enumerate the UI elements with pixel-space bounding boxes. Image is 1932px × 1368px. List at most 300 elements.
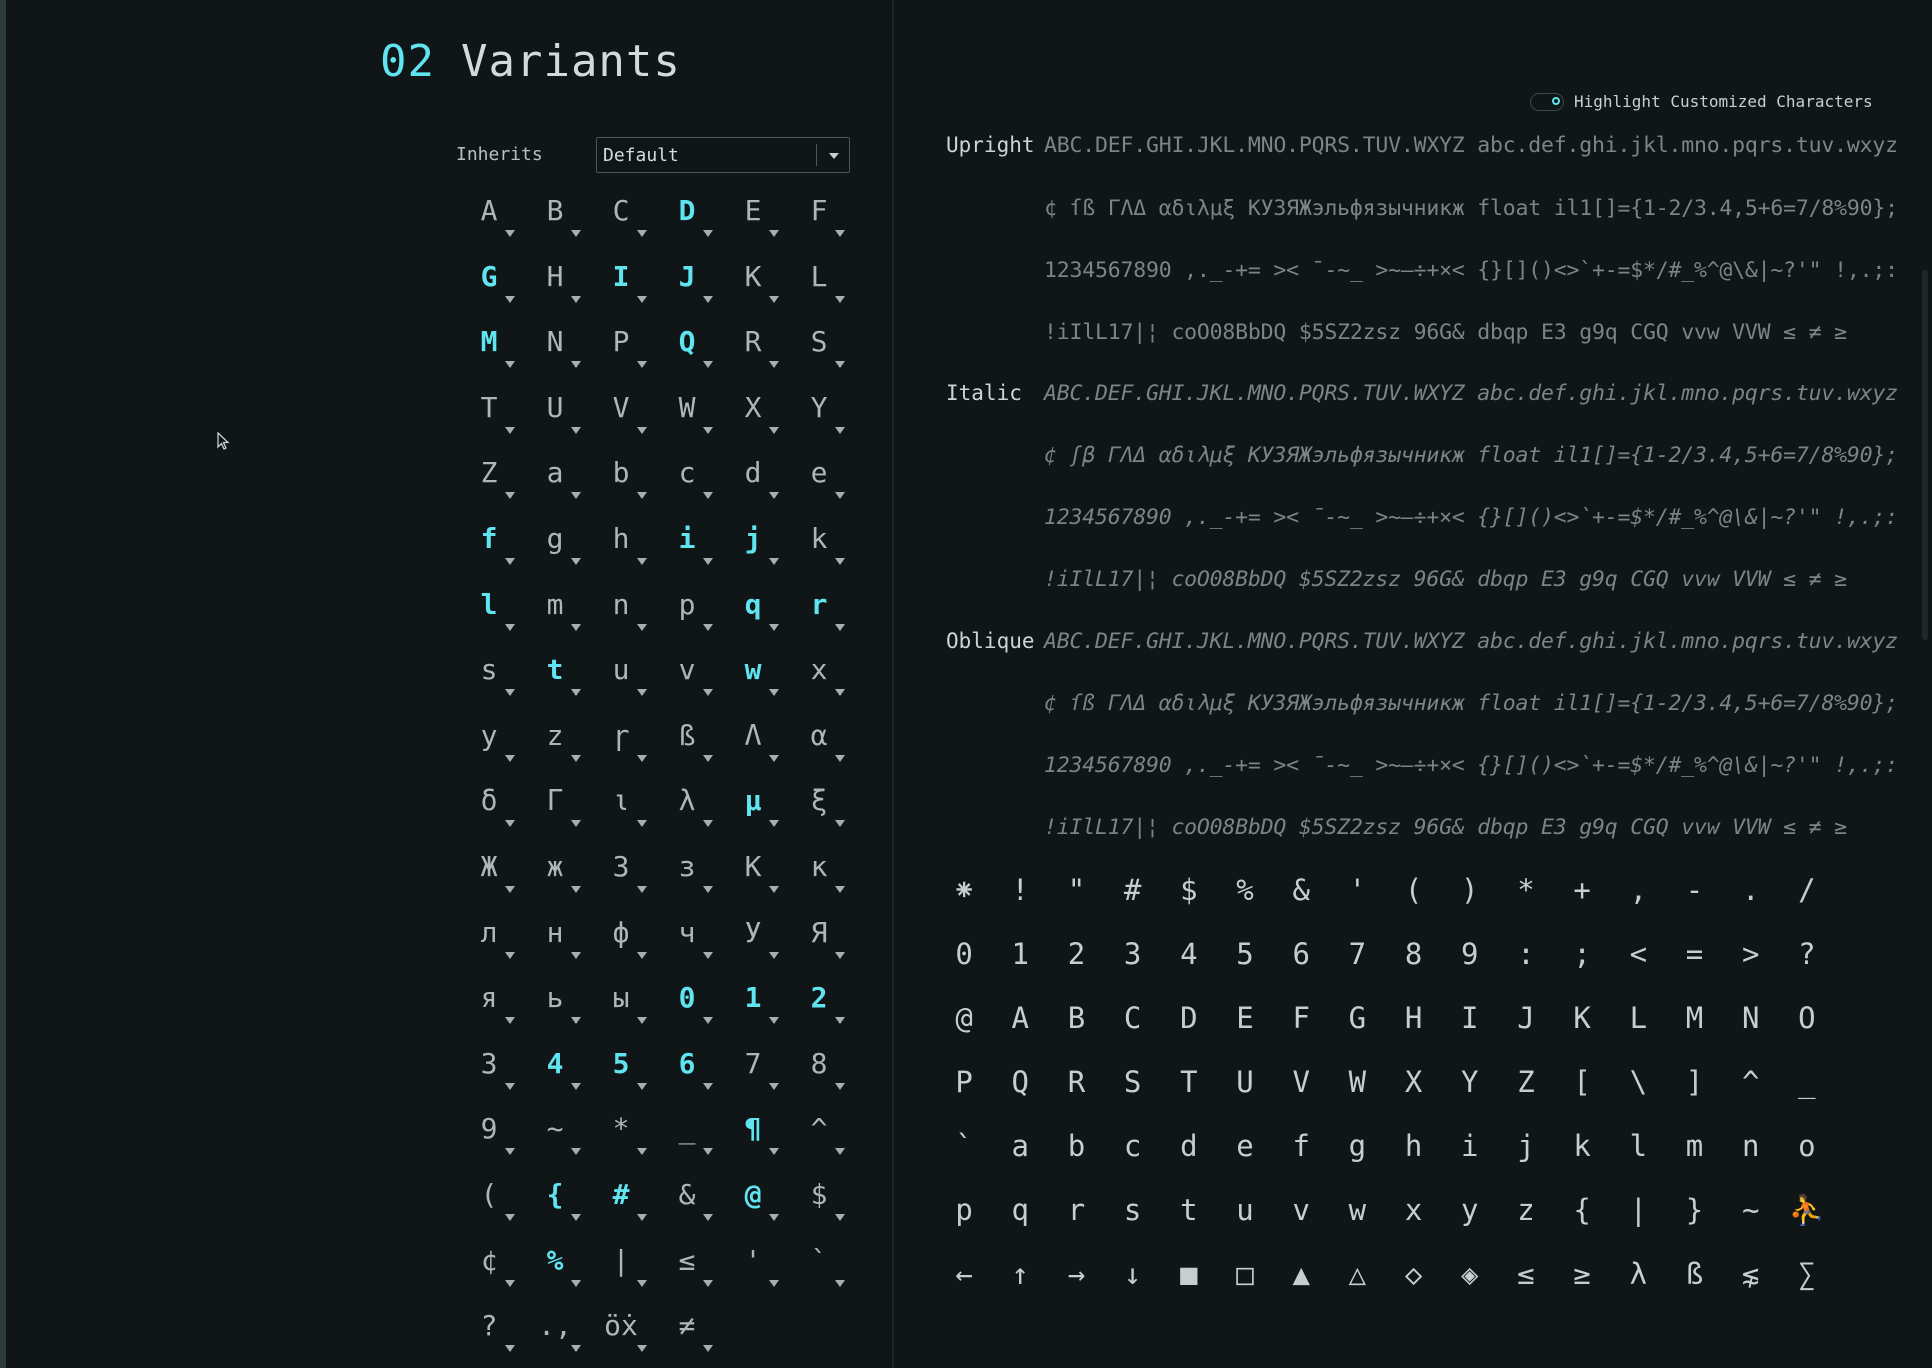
variant-dropdown-icon[interactable] (505, 1148, 515, 1155)
variant-glyph-button[interactable] (786, 842, 852, 908)
variant-dropdown-icon[interactable] (637, 755, 647, 762)
variant-glyph-button[interactable] (456, 908, 522, 974)
variant-glyph-button[interactable] (786, 317, 852, 383)
variant-dropdown-icon[interactable] (769, 689, 779, 696)
character-cell: K (1573, 1001, 1591, 1035)
variant-dropdown-icon[interactable] (769, 558, 779, 565)
variant-glyph-button[interactable] (654, 252, 720, 318)
variant-dropdown-icon[interactable] (769, 820, 779, 827)
character-cell: λ (1629, 1257, 1648, 1291)
variant-glyph-button[interactable] (522, 711, 588, 777)
variant-glyph-button[interactable] (720, 645, 786, 711)
variant-dropdown-icon[interactable] (637, 1017, 647, 1024)
highlight-toggle-row[interactable] (1530, 92, 1873, 111)
inherits-select[interactable] (596, 137, 850, 173)
variant-dropdown-icon[interactable] (637, 558, 647, 565)
variant-dropdown-icon[interactable] (703, 1083, 713, 1090)
variant-glyph: x (810, 653, 828, 687)
variant-dropdown-icon[interactable] (505, 624, 515, 631)
variant-glyph-button[interactable] (588, 448, 654, 514)
variant-dropdown-icon[interactable] (769, 1280, 779, 1287)
variant-glyph-button[interactable] (588, 1236, 654, 1302)
character-cell: a (1011, 1129, 1030, 1163)
variant-dropdown-icon[interactable] (835, 886, 845, 893)
highlight-toggle[interactable] (1530, 93, 1564, 111)
variant-glyph-button[interactable] (654, 1301, 720, 1367)
variant-glyph: я (480, 981, 498, 1015)
variant-dropdown-icon[interactable] (505, 1017, 515, 1024)
character-cell: c (1123, 1129, 1142, 1163)
variant-glyph: к (810, 849, 828, 883)
variant-glyph-button[interactable] (654, 1170, 720, 1236)
variant-dropdown-icon[interactable] (835, 1017, 845, 1024)
variant-glyph-button[interactable] (588, 776, 654, 842)
variant-dropdown-icon[interactable] (637, 624, 647, 631)
variant-dropdown-icon[interactable] (703, 230, 713, 237)
variant-dropdown-icon[interactable] (505, 296, 515, 303)
character-cell: d (1180, 1129, 1198, 1163)
variant-dropdown-icon[interactable] (835, 1280, 845, 1287)
sample-line: 1234567890 ,._-+= >< ¯-~_ >~–÷+×< {}[]()<>`+-=$*/#_%^@\&|~?'" !,.;: (1044, 753, 1898, 778)
variant-glyph-button[interactable] (654, 776, 720, 842)
variant-dropdown-icon[interactable] (637, 361, 647, 368)
variant-dropdown-icon[interactable] (769, 1083, 779, 1090)
variant-dropdown-icon[interactable] (505, 492, 515, 499)
variant-glyph-button[interactable] (522, 383, 588, 449)
variant-dropdown-icon[interactable] (835, 624, 845, 631)
character-cell: ] (1685, 1065, 1704, 1099)
variant-dropdown-icon[interactable] (835, 296, 845, 303)
variant-dropdown-icon[interactable] (505, 755, 515, 762)
variant-glyph-button[interactable] (720, 186, 786, 252)
variant-dropdown-icon[interactable] (835, 755, 845, 762)
variant-glyph-button[interactable] (522, 1039, 588, 1105)
toggle-knob (1552, 97, 1560, 105)
variant-dropdown-icon[interactable] (835, 952, 845, 959)
variant-glyph: F (810, 194, 828, 227)
variant-glyph: л (480, 915, 498, 949)
variant-dropdown-icon[interactable] (571, 230, 581, 237)
variant-glyph: λ (678, 784, 696, 818)
variant-glyph-button[interactable] (588, 317, 654, 383)
variant-glyph-button[interactable] (588, 1039, 654, 1105)
variant-glyph: Λ (744, 718, 762, 752)
variant-glyph-button[interactable] (720, 1104, 786, 1170)
character-cell: ▲ (1292, 1257, 1310, 1291)
variant-dropdown-icon[interactable] (505, 361, 515, 368)
sample-line: 1234567890 ,._-+= >< ¯-~_ >~–÷+×< {}[]()<>`+-=$*/#_%^@\&|~?'" !,.;: (1044, 258, 1898, 283)
variant-glyph: ф (612, 915, 630, 949)
variant-dropdown-icon[interactable] (769, 230, 779, 237)
variant-glyph-button[interactable] (588, 580, 654, 646)
variant-glyph-button[interactable] (456, 973, 522, 1039)
variant-glyph-button[interactable] (456, 776, 522, 842)
variant-glyph-button[interactable] (588, 711, 654, 777)
variant-glyph-button[interactable] (654, 186, 720, 252)
variant-glyph-button[interactable] (654, 317, 720, 383)
variant-dropdown-icon[interactable] (637, 1345, 647, 1352)
variant-glyph-button[interactable] (654, 908, 720, 974)
variant-glyph-button[interactable] (786, 711, 852, 777)
variant-glyph-button[interactable] (720, 1039, 786, 1105)
variant-dropdown-icon[interactable] (835, 689, 845, 696)
variant-dropdown-icon[interactable] (703, 886, 713, 893)
variant-glyph-button[interactable] (456, 383, 522, 449)
variant-dropdown-icon[interactable] (571, 689, 581, 696)
variant-glyph-button[interactable] (522, 252, 588, 318)
variant-glyph-button[interactable] (720, 514, 786, 580)
variant-glyph-button[interactable] (720, 973, 786, 1039)
variant-glyph: N (546, 325, 564, 359)
character-cell: w (1348, 1193, 1367, 1227)
variant-dropdown-icon[interactable] (835, 820, 845, 827)
variant-dropdown-icon[interactable] (703, 361, 713, 368)
variant-glyph-button[interactable] (456, 842, 522, 908)
character-cell: ~ (1741, 1193, 1760, 1227)
variant-glyph: ^ (810, 1112, 828, 1146)
variant-glyph-button[interactable] (588, 514, 654, 580)
character-cell: ◇ (1404, 1257, 1423, 1291)
character-cell: e (1236, 1129, 1254, 1163)
variant-glyph-button[interactable] (654, 711, 720, 777)
variant-dropdown-icon[interactable] (637, 492, 647, 499)
variant-glyph-button[interactable] (786, 580, 852, 646)
variant-glyph: g (546, 521, 564, 555)
variant-dropdown-icon[interactable] (571, 1214, 581, 1221)
variant-dropdown-icon[interactable] (571, 1345, 581, 1352)
character-cell: A (1011, 1001, 1030, 1035)
variant-glyph-button[interactable] (522, 776, 588, 842)
variant-glyph-button[interactable] (786, 1236, 852, 1302)
variant-glyph-button[interactable] (654, 973, 720, 1039)
character-cell: ` (955, 1129, 973, 1163)
variant-glyph-button[interactable] (588, 1104, 654, 1170)
variant-glyph-button[interactable] (456, 1104, 522, 1170)
sample-line: ¢ ʃβ ΓΛΔ αδιλμξ КУЗЯЖэльфязычникж float il1[]={1-2/3.4,5+6=7/8%90}; (1044, 443, 1898, 468)
variant-dropdown-icon[interactable] (637, 689, 647, 696)
variant-dropdown-icon[interactable] (571, 624, 581, 631)
character-cell: ← (955, 1257, 973, 1291)
variant-glyph-button[interactable] (588, 645, 654, 711)
variant-dropdown-icon[interactable] (571, 820, 581, 827)
variant-glyph-button[interactable] (720, 1170, 786, 1236)
variant-dropdown-icon[interactable] (637, 1148, 647, 1155)
variant-glyph-button[interactable] (786, 776, 852, 842)
character-cell: - (1685, 873, 1704, 907)
variant-dropdown-icon[interactable] (703, 1280, 713, 1287)
variant-dropdown-icon[interactable] (769, 1017, 779, 1024)
variant-dropdown-icon[interactable] (571, 361, 581, 368)
variant-glyph-button[interactable] (456, 1236, 522, 1302)
variant-glyph: d (744, 456, 762, 490)
variant-glyph-button[interactable] (522, 1170, 588, 1236)
character-cell: ) (1461, 873, 1479, 907)
variant-glyph: 6 (678, 1046, 696, 1080)
variant-glyph-button[interactable] (456, 645, 522, 711)
variant-glyph-button[interactable] (456, 1170, 522, 1236)
variant-glyph: Я (810, 915, 828, 949)
sample-label-oblique: Oblique (946, 629, 1035, 653)
character-cell: 8 (1404, 937, 1423, 971)
variant-glyph-button[interactable] (654, 645, 720, 711)
variant-glyph-button[interactable] (456, 1301, 522, 1367)
variant-dropdown-icon[interactable] (769, 755, 779, 762)
variant-glyph-button[interactable] (522, 514, 588, 580)
variant-glyph-button[interactable] (786, 252, 852, 318)
variant-glyph: 7 (744, 1046, 762, 1080)
variant-dropdown-icon[interactable] (571, 1148, 581, 1155)
character-cell: # (1123, 873, 1142, 907)
variant-dropdown-icon[interactable] (835, 558, 845, 565)
variant-dropdown-icon[interactable] (637, 296, 647, 303)
variant-dropdown-icon[interactable] (769, 361, 779, 368)
variant-glyph-button[interactable] (522, 448, 588, 514)
variant-glyph-button[interactable] (522, 186, 588, 252)
variant-glyph: Y (810, 390, 828, 424)
character-cell: x (1404, 1193, 1423, 1227)
variant-glyph: 2 (810, 981, 828, 1015)
variant-dropdown-icon[interactable] (505, 1083, 515, 1090)
variant-glyph-button[interactable] (720, 908, 786, 974)
variant-glyph-button[interactable] (522, 973, 588, 1039)
variant-dropdown-icon[interactable] (703, 427, 713, 434)
character-cell: I (1461, 1001, 1479, 1035)
variant-dropdown-icon[interactable] (637, 427, 647, 434)
character-cell: g (1348, 1129, 1367, 1163)
variant-glyph-button[interactable] (456, 317, 522, 383)
variant-dropdown-icon[interactable] (505, 1214, 515, 1221)
character-cell: o (1798, 1129, 1816, 1163)
variant-dropdown-icon[interactable] (769, 492, 779, 499)
variant-dropdown-icon[interactable] (703, 689, 713, 696)
variant-glyph-button[interactable] (720, 252, 786, 318)
variant-dropdown-icon[interactable] (769, 886, 779, 893)
variant-dropdown-icon[interactable] (637, 886, 647, 893)
variant-glyph-button[interactable] (786, 908, 852, 974)
variant-glyph: R (744, 325, 762, 359)
variant-dropdown-icon[interactable] (571, 492, 581, 499)
variant-glyph-button[interactable] (654, 1039, 720, 1105)
variant-dropdown-icon[interactable] (835, 427, 845, 434)
variant-glyph-button[interactable] (786, 186, 852, 252)
character-cell: ■ (1180, 1257, 1198, 1291)
variant-dropdown-icon[interactable] (835, 230, 845, 237)
variant-glyph: p (678, 587, 696, 621)
variant-dropdown-icon[interactable] (769, 1214, 779, 1221)
variant-glyph-button[interactable] (588, 1170, 654, 1236)
variant-glyph-button[interactable] (588, 252, 654, 318)
variant-dropdown-icon[interactable] (505, 1280, 515, 1287)
variant-glyph-button[interactable] (456, 711, 522, 777)
variant-glyph-button[interactable] (522, 1301, 588, 1367)
variant-dropdown-icon[interactable] (505, 886, 515, 893)
variant-glyph-button[interactable] (720, 1236, 786, 1302)
variant-glyph-button[interactable] (456, 580, 522, 646)
inherits-label: Inherits (456, 144, 543, 165)
variant-glyph-button[interactable] (456, 1039, 522, 1105)
variant-glyph-button[interactable] (654, 1236, 720, 1302)
variant-glyph-button[interactable] (720, 776, 786, 842)
scrollbar-thumb[interactable] (1922, 270, 1928, 640)
variant-dropdown-icon[interactable] (571, 1017, 581, 1024)
variant-dropdown-icon[interactable] (571, 427, 581, 434)
variant-glyph: B (546, 194, 564, 227)
variant-dropdown-icon[interactable] (703, 755, 713, 762)
variant-dropdown-icon[interactable] (637, 1083, 647, 1090)
variant-dropdown-icon[interactable] (505, 1345, 515, 1352)
variant-glyph-button[interactable] (522, 1104, 588, 1170)
character-cell: V (1292, 1065, 1310, 1099)
variant-glyph: A (480, 194, 498, 227)
variant-glyph-button[interactable] (588, 186, 654, 252)
sample-line: !iIlL17|¦ coO08BbDQ $5SZ2zsz 96G& dbqp E3 g9q CGQ vvw VVW ≤ ≠ ≥ (1044, 815, 1847, 840)
variant-dropdown-icon[interactable] (835, 1083, 845, 1090)
variant-glyph-button[interactable] (522, 1236, 588, 1302)
variant-dropdown-icon[interactable] (505, 427, 515, 434)
variant-glyph: Γ (546, 784, 564, 818)
character-cell: : (1517, 937, 1535, 971)
variant-dropdown-icon[interactable] (703, 296, 713, 303)
variant-glyph-button[interactable] (588, 973, 654, 1039)
inherits-select-value: Default (603, 145, 679, 166)
chevron-down-icon[interactable] (829, 153, 839, 159)
variant-dropdown-icon[interactable] (637, 1214, 647, 1221)
variant-dropdown-icon[interactable] (835, 492, 845, 499)
variant-dropdown-icon[interactable] (637, 230, 647, 237)
variant-glyph-button[interactable] (654, 580, 720, 646)
variant-glyph-button[interactable] (654, 383, 720, 449)
character-cell: i (1461, 1129, 1479, 1163)
variant-dropdown-icon[interactable] (835, 1148, 845, 1155)
variant-glyph-button[interactable] (588, 1301, 654, 1367)
variant-dropdown-icon[interactable] (505, 689, 515, 696)
variant-glyph-button[interactable] (720, 580, 786, 646)
variant-dropdown-icon[interactable] (571, 1083, 581, 1090)
variant-dropdown-icon[interactable] (571, 755, 581, 762)
variant-dropdown-icon[interactable] (571, 1280, 581, 1287)
variant-dropdown-icon[interactable] (769, 1148, 779, 1155)
character-cell: k (1573, 1129, 1591, 1163)
variant-glyph-button[interactable] (522, 908, 588, 974)
variant-glyph-button[interactable] (786, 645, 852, 711)
variant-glyph: y (480, 718, 498, 752)
variant-dropdown-icon[interactable] (571, 558, 581, 565)
variant-dropdown-icon[interactable] (571, 952, 581, 959)
variant-dropdown-icon[interactable] (571, 296, 581, 303)
character-cell: u (1236, 1193, 1254, 1227)
variant-glyph: q (744, 587, 762, 621)
variant-dropdown-icon[interactable] (703, 624, 713, 631)
variant-glyph: K (744, 259, 762, 293)
variant-glyph-button[interactable] (522, 645, 588, 711)
variant-glyph-button[interactable] (786, 973, 852, 1039)
variant-dropdown-icon[interactable] (703, 1148, 713, 1155)
variant-dropdown-icon[interactable] (703, 558, 713, 565)
variant-dropdown-icon[interactable] (505, 230, 515, 237)
variant-glyph: G (480, 259, 498, 293)
character-cell: s (1123, 1193, 1142, 1227)
variant-glyph-button[interactable] (588, 383, 654, 449)
variant-glyph-button[interactable] (456, 448, 522, 514)
variant-dropdown-icon[interactable] (703, 492, 713, 499)
variant-dropdown-icon[interactable] (703, 820, 713, 827)
variant-glyph-button[interactable] (456, 186, 522, 252)
character-cell: E (1236, 1001, 1254, 1035)
variant-glyph: ` (810, 1243, 828, 1277)
variant-dropdown-icon[interactable] (637, 1280, 647, 1287)
variant-dropdown-icon[interactable] (703, 1017, 713, 1024)
variant-glyph-button[interactable] (720, 317, 786, 383)
variant-glyph-button[interactable] (720, 842, 786, 908)
variant-glyph-button[interactable] (786, 1170, 852, 1236)
character-cell: 7 (1348, 937, 1367, 971)
character-cell: L (1629, 1001, 1648, 1035)
variant-glyph-button[interactable] (522, 317, 588, 383)
variant-glyph: ч (678, 915, 696, 949)
variant-glyph: I (612, 259, 630, 293)
variant-dropdown-icon[interactable] (703, 1345, 713, 1352)
variant-glyph: z (546, 718, 564, 752)
variant-dropdown-icon[interactable] (703, 952, 713, 959)
character-cell: , (1629, 873, 1648, 907)
variant-glyph: ι (612, 784, 630, 818)
variant-dropdown-icon[interactable] (769, 952, 779, 959)
variant-glyph-button[interactable] (522, 580, 588, 646)
variant-dropdown-icon[interactable] (637, 952, 647, 959)
variant-glyph-button[interactable] (654, 514, 720, 580)
variant-dropdown-icon[interactable] (703, 1214, 713, 1221)
character-cell: F (1292, 1001, 1310, 1035)
variant-dropdown-icon[interactable] (505, 820, 515, 827)
variant-glyph-button[interactable] (786, 514, 852, 580)
variant-dropdown-icon[interactable] (769, 427, 779, 434)
variant-dropdown-icon[interactable] (769, 624, 779, 631)
variant-glyph-button[interactable] (786, 1104, 852, 1170)
character-cell: → (1067, 1257, 1086, 1291)
variant-glyph-button[interactable] (456, 514, 522, 580)
character-cell: f (1292, 1129, 1310, 1163)
variant-dropdown-icon[interactable] (835, 1214, 845, 1221)
variant-glyph: t (546, 653, 564, 687)
character-cell: @ (955, 1001, 973, 1035)
panel-divider (892, 0, 894, 1368)
variant-glyph-button[interactable] (786, 448, 852, 514)
character-cell: O (1798, 1001, 1816, 1035)
variant-dropdown-icon[interactable] (571, 886, 581, 893)
variant-glyph-button[interactable] (522, 842, 588, 908)
variant-glyph-button[interactable] (786, 383, 852, 449)
variant-glyph-button[interactable] (456, 252, 522, 318)
variant-dropdown-icon[interactable] (769, 296, 779, 303)
variant-glyph-button[interactable] (654, 448, 720, 514)
variant-glyph-button[interactable] (588, 842, 654, 908)
variant-dropdown-icon[interactable] (835, 361, 845, 368)
variant-glyph-button[interactable] (786, 1039, 852, 1105)
variant-glyph: % (546, 1243, 564, 1277)
variant-glyph: 4 (546, 1046, 564, 1080)
variant-dropdown-icon[interactable] (505, 952, 515, 959)
variant-dropdown-icon[interactable] (505, 558, 515, 565)
variant-glyph-button[interactable] (588, 908, 654, 974)
variant-glyph-button[interactable] (654, 1104, 720, 1170)
variant-glyph-button[interactable] (720, 711, 786, 777)
character-cell: 9 (1461, 937, 1479, 971)
variant-glyph: ξ (810, 784, 828, 818)
variant-glyph-button[interactable] (720, 448, 786, 514)
variant-glyph-button[interactable] (654, 842, 720, 908)
variant-glyph-button[interactable] (720, 383, 786, 449)
variant-dropdown-icon[interactable] (637, 820, 647, 827)
